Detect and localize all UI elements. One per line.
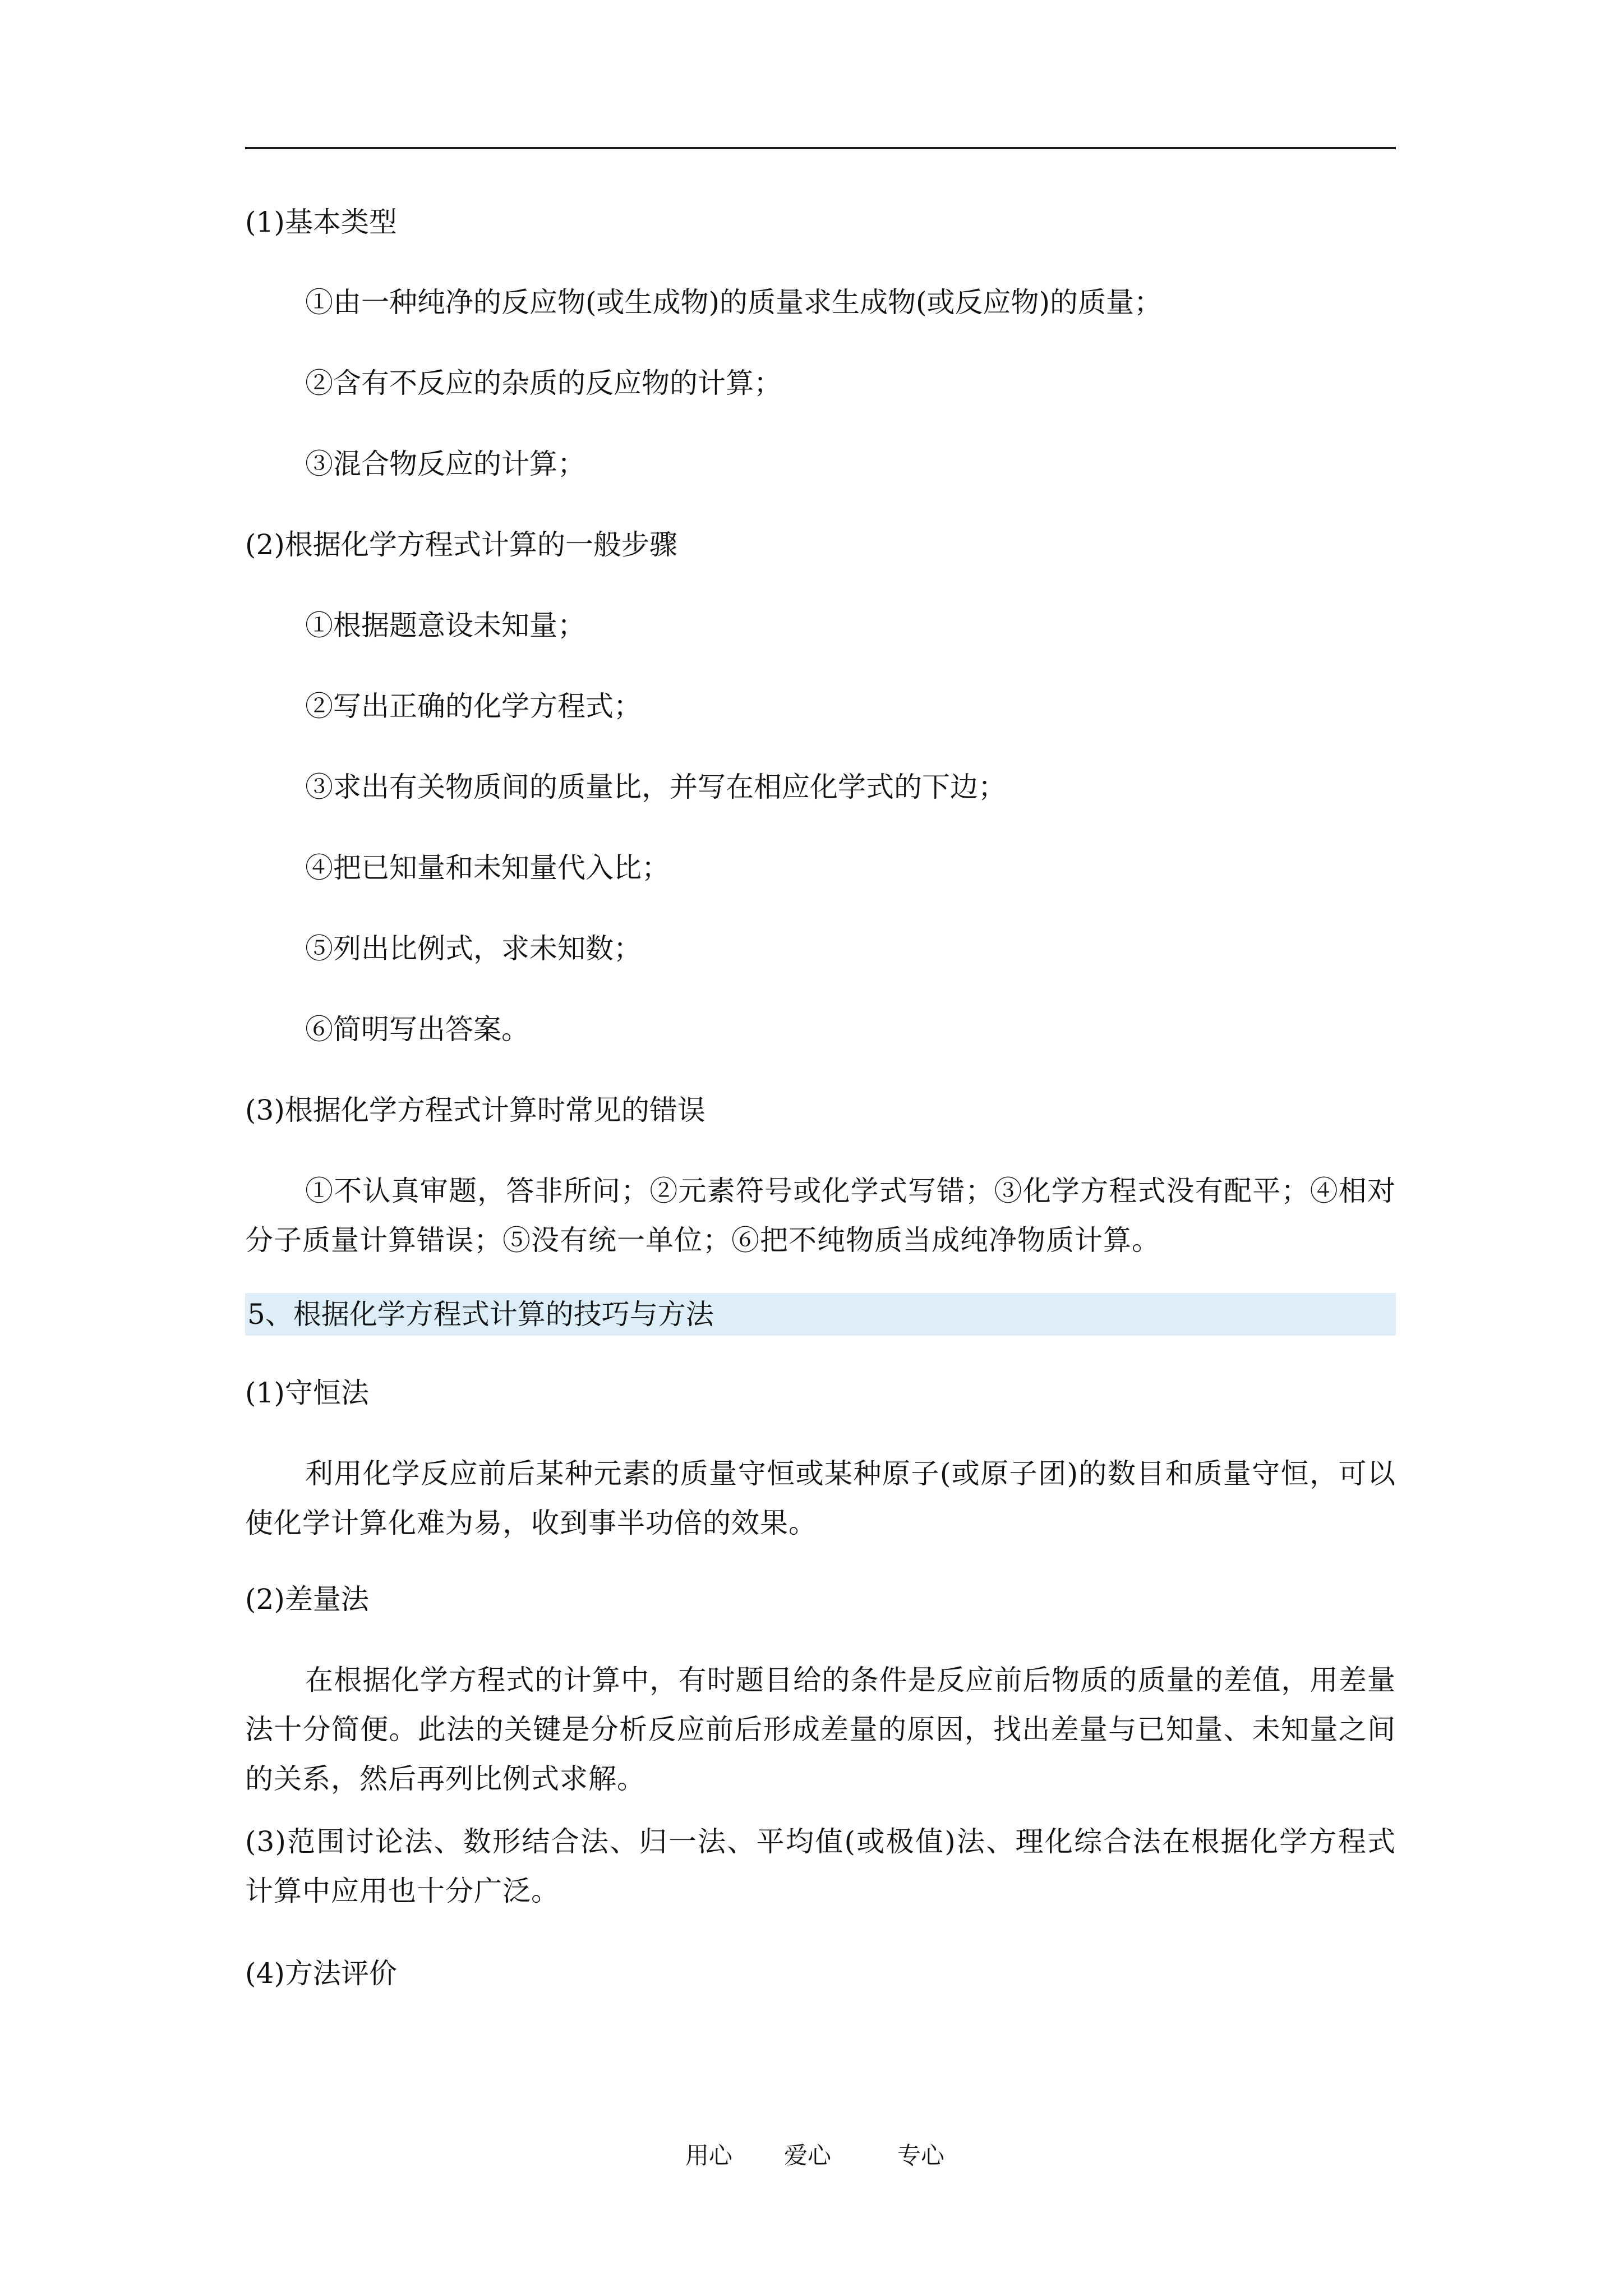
section-heading-bar (245, 1293, 1396, 1336)
section-title: 5、根据化学方程式计算的技巧与方法 (247, 1298, 714, 1331)
list-item: ⑤列出比例式，求未知数； (305, 932, 642, 965)
footer-word-2: 爱心 (784, 2142, 832, 2169)
list-item: ②含有不反应的杂质的反应物的计算； (305, 367, 782, 399)
list-item: ①根据题意设未知量； (305, 609, 585, 642)
paragraph-difference-method: 在根据化学方程式的计算中，有时题目给的条件是反应前后物质的质量的差值，用差量法十分简便。此法的关键是分析反应前后形成差量的原因，找出差量与已知量、未知量之间的关系，然后再列比例式求解。 (245, 1664, 1396, 1795)
heading-difference-method: (2)差量法 (245, 1583, 369, 1616)
footer-word-3: 专心 (897, 2142, 945, 2169)
list-item: ②写出正确的化学方程式； (305, 690, 642, 723)
footer-word-1: 用心 (685, 2142, 733, 2169)
list-item: ④把已知量和未知量代入比； (305, 852, 670, 884)
paragraph-conservation-method: 利用化学反应前后某种元素的质量守恒或某种原子(或原子团)的数目和质量守恒，可以使化学计算化难为易，收到事半功倍的效果。 (245, 1457, 1396, 1539)
paragraph-other-methods: (3)范围讨论法、数形结合法、归一法、平均值(或极值)法、理化综合法在根据化学方程式计算中应用也十分广泛。 (245, 1825, 1396, 1907)
list-item: ⑥简明写出答案。 (305, 1013, 529, 1046)
heading-conservation-method: (1)守恒法 (245, 1377, 369, 1409)
list-item: ③求出有关物质间的质量比，并写在相应化学式的下边； (305, 771, 1006, 803)
header-rule (245, 147, 1396, 149)
list-item: ①由一种纯净的反应物(或生成物)的质量求生成物(或反应物)的质量； (305, 286, 1163, 319)
paragraph-common-errors: ①不认真审题，答非所问；②元素符号或化学式写错；③化学方程式没有配平；④相对分子质量计算错误；⑤没有统一单位；⑥把不纯物质当成纯净物质计算。 (245, 1175, 1396, 1257)
heading-common-errors: (3)根据化学方程式计算时常见的错误 (245, 1094, 706, 1126)
heading-method-evaluation: (4)方法评价 (245, 1957, 397, 1990)
heading-general-steps: (2)根据化学方程式计算的一般步骤 (245, 528, 677, 561)
list-item: ③混合物反应的计算； (305, 448, 585, 480)
heading-basic-types: (1)基本类型 (245, 206, 397, 238)
